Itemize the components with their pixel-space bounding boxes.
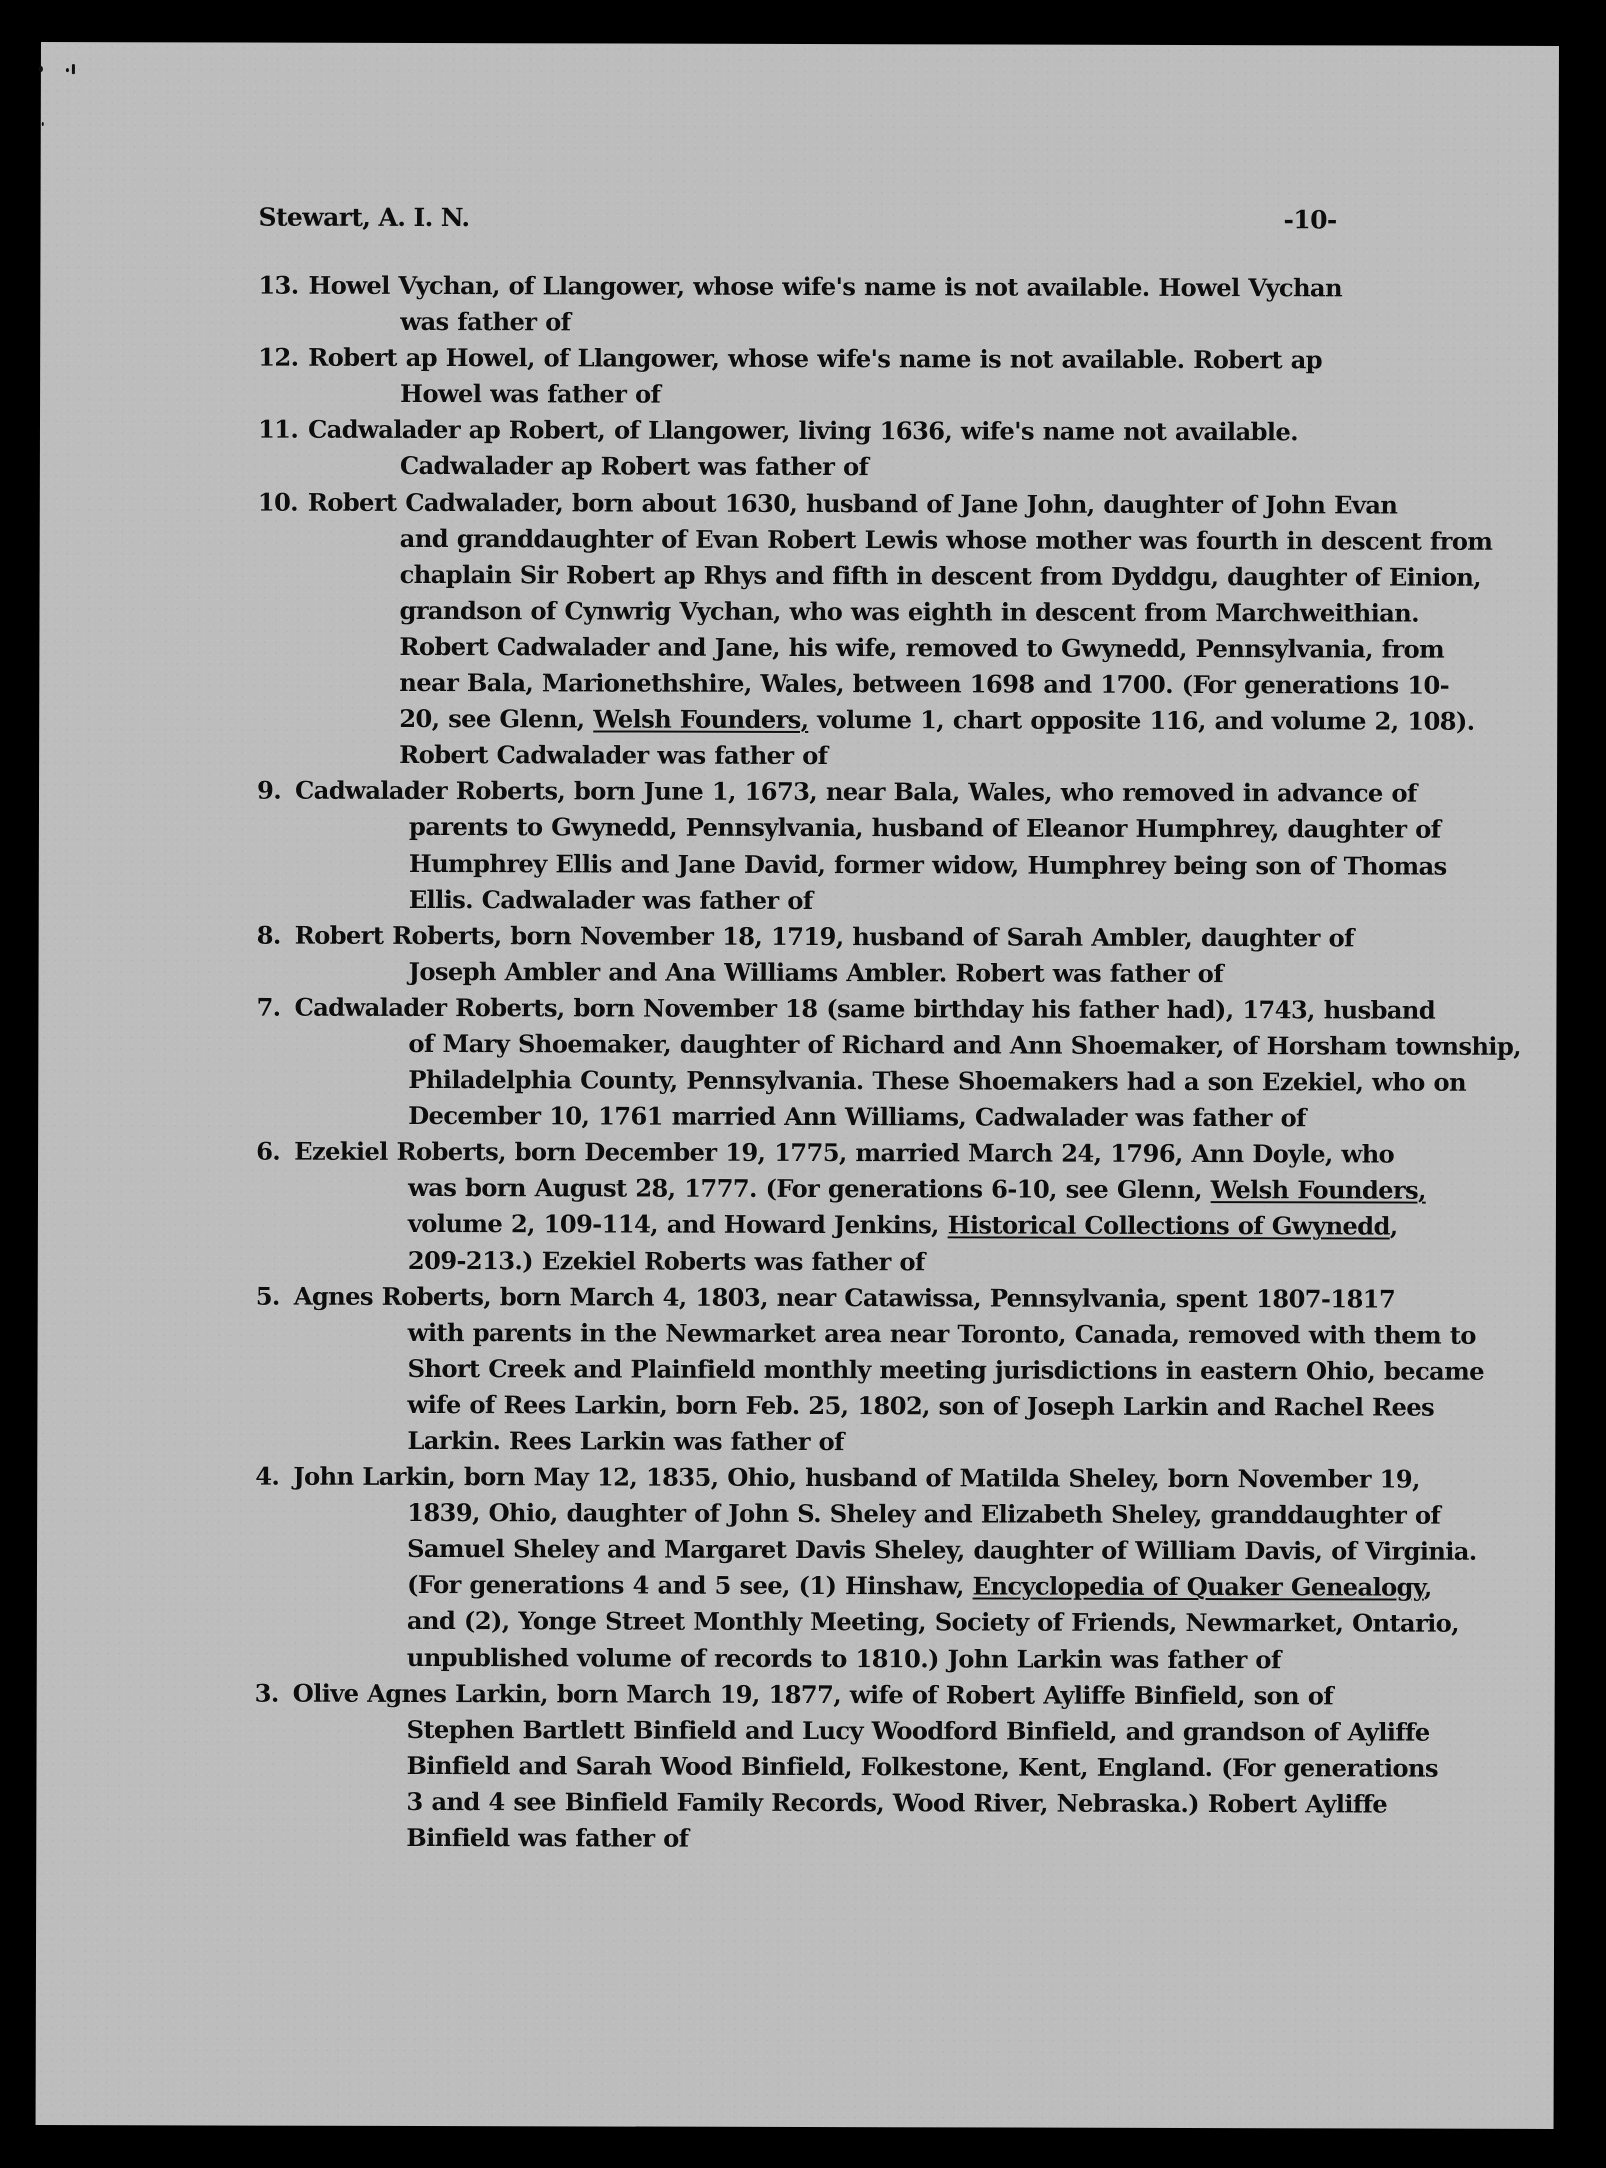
entry-text-line (255, 1603, 1515, 1642)
entry-text-line (257, 809, 1517, 848)
text-segment: 3 and 4 see Binfield Family Records, Wood River, Nebraska.) Robert Ayliffe (406, 1786, 1388, 1819)
text-segment: John Larkin, born May 12, 1835, Ohio, husband of Matilda Sheley, born November 19, (293, 1461, 1420, 1494)
text-segment: near Bala, Marionethshire, Wales, between 1698 and 1700. (For generations 10- (399, 667, 1450, 700)
text-segment: Robert ap Howel, of Llangower, whose wife's name is not available. Robert ap (308, 342, 1323, 375)
entry-text-line (258, 484, 1518, 523)
entry-text-line (258, 556, 1518, 595)
entry-text-line (255, 1350, 1515, 1389)
document-page (36, 42, 1559, 2129)
page-number: -10- (1283, 205, 1337, 235)
text-segment: Howel Vychan, of Llangower, whose wife's name is not available. Howel Vychan (308, 270, 1343, 303)
entry-text-line (258, 376, 1518, 415)
entry-text-line (254, 1784, 1514, 1823)
cited-title: Historical Collections of Gwynedd (947, 1210, 1390, 1241)
generation-number: 10. (257, 487, 299, 517)
text-segment: Humphrey Ellis and Jane David, former widow, Humphrey being son of Thomas (408, 848, 1447, 881)
entry-text-line (256, 1170, 1516, 1209)
generation-entry (258, 412, 1518, 487)
entry-text-line (256, 1098, 1516, 1137)
text-segment: Howel was father of (400, 379, 661, 409)
generation-number: 12. (258, 342, 299, 372)
entry-text-line (256, 1134, 1516, 1173)
entry-text-line (257, 953, 1517, 992)
generation-entry (256, 1134, 1516, 1282)
entry-text-line (255, 1459, 1515, 1498)
text-segment: Agnes Roberts, born March 4, 1803, near Catawissa, Pennsylvania, spent 1807-1817 (293, 1281, 1396, 1314)
entry-text-line (257, 737, 1517, 776)
text-segment: Larkin. Rees Larkin was father of (407, 1425, 844, 1457)
entry-text-line (256, 1026, 1521, 1065)
stray-mark (39, 66, 43, 72)
text-segment: of Mary Shoemaker, daughter of Richard and Ann Shoemaker, of Horsham township, (408, 1028, 1521, 1061)
entry-text-line (254, 1747, 1514, 1786)
text-segment: was born August 28, 1777. (For generations 6-10, see Glenn, (407, 1173, 1211, 1205)
text-segment: chaplain Sir Robert ap Rhys and fifth in descent from Dyddgu, daughter of Einion, (399, 559, 1482, 592)
text-segment: December 10, 1761 married Ann Williams, Cadwalader was father of (408, 1101, 1306, 1133)
entry-text-line (257, 773, 1517, 812)
text-segment: and granddaughter of Evan Robert Lewis whose mother was fourth in descent from (399, 523, 1493, 556)
entry-text-line (255, 1386, 1515, 1425)
text-segment: Robert Cadwalader, born about 1630, husband of Jane John, daughter of John Evan (307, 487, 1398, 520)
text-segment: 209-213.) Ezekiel Roberts was father of (407, 1245, 925, 1276)
stray-mark (72, 64, 75, 74)
text-segment: Robert Cadwalader and Jane, his wife, removed to Gwynedd, Pennsylvania, from (399, 631, 1445, 664)
text-segment: with parents in the Newmarket area near Toronto, Canada, removed with them to (407, 1317, 1476, 1350)
entry-text-line (255, 1495, 1515, 1534)
text-segment: Joseph Ambler and Ana Williams Ambler. Robert was father of (408, 956, 1224, 988)
entry-text-line (257, 845, 1517, 884)
cited-title: Welsh Founders, (1210, 1175, 1426, 1205)
entry-text-line (257, 701, 1517, 740)
text-segment: was father of (400, 307, 571, 337)
entry-text-line (257, 917, 1517, 956)
generation-entry (258, 268, 1518, 343)
entry-text-line (258, 412, 1518, 451)
entry-text-line (258, 340, 1518, 379)
text-segment: Robert Roberts, born November 18, 1719, husband of Sarah Ambler, daughter of (294, 920, 1354, 953)
text-segment: Cadwalader Roberts, born June 1, 1673, near Bala, Wales, who removed in advance of (295, 775, 1417, 808)
text-segment: wife of Rees Larkin, born Feb. 25, 1802, son of Joseph Larkin and Rachel Rees (407, 1389, 1435, 1422)
text-segment: Binfield and Sarah Wood Binfield, Folkestone, Kent, England. (For generations (406, 1750, 1438, 1783)
text-segment: Ellis. Cadwalader was father of (408, 884, 813, 915)
text-segment: Short Creek and Plainfield monthly meeting jurisdictions in eastern Ohio, became (407, 1353, 1484, 1386)
generation-entry (257, 773, 1517, 921)
generation-entry (254, 1675, 1514, 1859)
text-segment: Robert Cadwalader was father of (399, 740, 828, 771)
text-segment: Ezekiel Roberts, born December 19, 1775, married March 24, 1796, Ann Doyle, who (294, 1136, 1395, 1169)
text-segment: Samuel Sheley and Margaret Davis Sheley, daughter of William Davis, of Virginia. (407, 1534, 1477, 1567)
text-segment: grandson of Cynwrig Vychan, who was eighth in descent from Marchweithian. (399, 595, 1419, 628)
entry-text-line (255, 1675, 1515, 1714)
text-segment: (For generations 4 and 5 see, (1) Hinshaw, (406, 1570, 973, 1601)
text-segment: Cadwalader ap Robert was father of (399, 451, 869, 482)
entry-text-line (258, 520, 1518, 559)
generation-number: 8. (256, 920, 281, 950)
entry-text-line (257, 629, 1517, 668)
entry-text-line (256, 1278, 1516, 1317)
stray-mark (42, 122, 44, 126)
entry-text-line (258, 268, 1518, 307)
generation-number: 9. (257, 775, 282, 805)
entry-text-line (257, 881, 1517, 920)
entry-text-line (256, 1206, 1516, 1245)
entry-text-line (257, 592, 1517, 631)
entry-text-line (255, 1639, 1515, 1678)
text-segment: 20, see Glenn, (399, 704, 594, 734)
generation-entry (255, 1278, 1515, 1462)
text-segment: Philadelphia County, Pennsylvania. These Shoemakers had a son Ezekiel, who on (408, 1065, 1466, 1097)
author-heading: Stewart, A. I. N. (258, 202, 470, 233)
generation-entry (255, 1459, 1516, 1679)
page-header (40, 202, 1558, 246)
generation-number: 4. (255, 1461, 280, 1491)
text-segment: unpublished volume of records to 1810.) John Larkin was father of (406, 1642, 1281, 1674)
entry-text-line (255, 1423, 1515, 1462)
text-segment: Cadwalader Roberts, born November 18 (same birthday his father had), 1743, husband (294, 992, 1436, 1025)
entry-text-line (258, 304, 1518, 343)
entry-text-line (255, 1711, 1515, 1750)
generation-entry (257, 917, 1517, 992)
text-segment: Stephen Bartlett Binfield and Lucy Woodford Binfield, and grandson of Ayliffe (406, 1714, 1430, 1747)
text-segment: 1839, Ohio, daughter of John S. Sheley and Elizabeth Sheley, granddaughter of (407, 1498, 1441, 1530)
cited-title: Encyclopedia of Quaker Genealogy (972, 1571, 1424, 1603)
generation-entry (256, 989, 1521, 1137)
generation-number: 11. (257, 414, 299, 445)
text-segment: Olive Agnes Larkin, born March 19, 1877, wife of Robert Ayliffe Binfield, son of (292, 1678, 1334, 1711)
generation-number: 6. (256, 1136, 281, 1166)
cited-title: Welsh Founders, (593, 704, 809, 735)
text-segment: , (1423, 1573, 1432, 1603)
genealogy-entries (254, 268, 1521, 1859)
text-segment: volume 1, chart opposite 116, and volume 2, 108). (808, 705, 1475, 736)
text-segment: volume 2, 109-114, and Howard Jenkins, (407, 1209, 948, 1240)
generation-number: 7. (256, 992, 281, 1022)
entry-text-line (258, 448, 1518, 487)
text-segment: parents to Gwynedd, Pennsylvania, husband of Eleanor Humphrey, daughter of (408, 812, 1441, 845)
entry-text-line (255, 1531, 1515, 1570)
entry-text-line (254, 1820, 1514, 1859)
generation-entry (258, 340, 1518, 415)
generation-number: 13. (258, 270, 299, 300)
generation-entry (257, 484, 1518, 776)
text-segment: Cadwalader ap Robert, of Llangower, living 1636, wife's name not available. (307, 415, 1298, 447)
text-segment: Binfield was father of (406, 1822, 689, 1853)
generation-number: 5. (255, 1281, 280, 1311)
entry-text-line (256, 1314, 1516, 1353)
entry-text-line (255, 1567, 1515, 1606)
entry-text-line (256, 1242, 1516, 1281)
entry-text-line (256, 1062, 1516, 1101)
text-segment: and (2), Yonge Street Monthly Meeting, Society of Friends, Newmarket, Ontario, (406, 1606, 1459, 1639)
entry-text-line (256, 989, 1516, 1028)
entry-text-line (257, 665, 1517, 704)
generation-number: 3. (254, 1678, 279, 1708)
stray-mark (66, 68, 69, 72)
text-segment: , (1389, 1211, 1398, 1241)
